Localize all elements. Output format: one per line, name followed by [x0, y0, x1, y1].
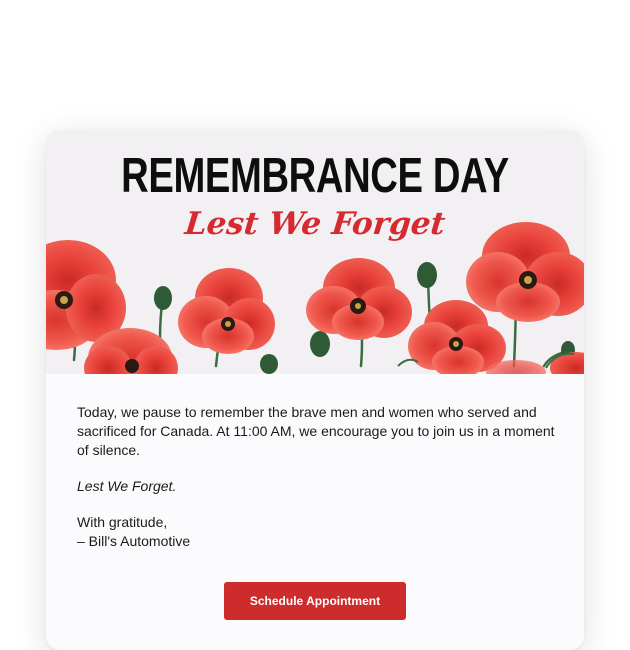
- message-intro: Today, we pause to remember the brave men and women who served and sacrificed for Canada. At 11:00 AM, we encourage you to join us in a moment of silence.: [77, 404, 555, 458]
- email-card: [46, 130, 584, 650]
- schedule-appointment-button[interactable]: Schedule Appointment: [224, 582, 406, 620]
- message-tagline: Lest We Forget.: [77, 478, 177, 494]
- message-body: [77, 403, 557, 551]
- banner-subtitle: Lest We Forget: [183, 206, 447, 242]
- poppy-flower: [178, 268, 275, 354]
- banner-title: REMEMBRANCE DAY: [121, 149, 509, 203]
- message-signature: – Bill's Automotive: [77, 533, 191, 549]
- poppy-flower: [306, 258, 412, 340]
- remembrance-banner: [46, 130, 584, 374]
- message-closing: With gratitude,: [77, 514, 168, 530]
